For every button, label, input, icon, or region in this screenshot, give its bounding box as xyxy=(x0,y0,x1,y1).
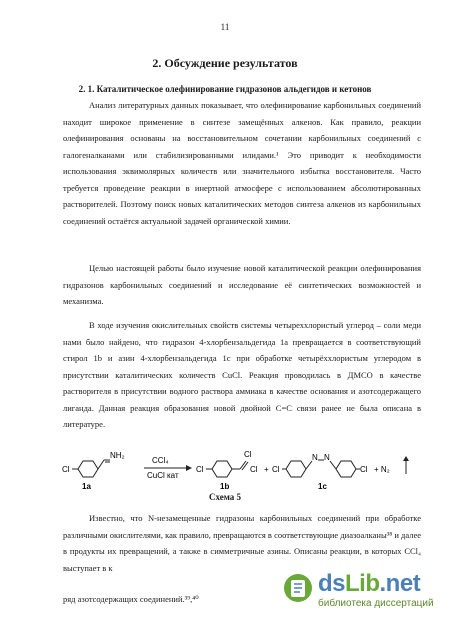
benzene-ring-1b xyxy=(212,461,232,477)
section-title: 2. Обсуждение результатов xyxy=(152,56,298,70)
page-number: 11 xyxy=(220,22,230,32)
scheme-title: Схема 5 xyxy=(208,492,242,502)
atom-n-1: N xyxy=(312,453,318,462)
atom-cl-1a: Cl xyxy=(62,465,70,474)
atom-cl-1b-bottom: Cl xyxy=(250,465,258,474)
plus-sign: + xyxy=(264,465,269,474)
reagent-cucl: CuCl кат xyxy=(147,471,179,480)
watermark-brand: dsLib.net xyxy=(318,570,421,597)
atom-n-2: N xyxy=(324,453,330,462)
paragraph-5: ряд азотсодержащих соединений.³⁹,⁴⁰ xyxy=(63,594,199,604)
paragraph-1: Анализ литературных данных показывает, что олефинирование карбонильных соединений находит широкое применение в синтезе замещённых алкенов. Как правило, реакции олефинирования основаны на восстановительном сочетании карбонильных соединений с галогеналканами или стабилизированными илидами.¹ Это приводит к необходимости использования эквимолярных количеств или значительного избытка восстановителя. Часто требуется проведение реакции в инертной атмосфере с использованием абсолютированных растворителей. Поэтому поиск новых каталитических методов синтеза алкенов из карбонильных соединений остаётся актуальной задачей органической химии. xyxy=(63,100,421,226)
atom-nh2: NH₂ xyxy=(110,451,125,460)
benzene-ring-1a xyxy=(78,461,98,477)
compound-label-1c: 1c xyxy=(318,482,327,491)
paragraph-3: В ходе изучения окислительных свойств системы четыреххлористый углерод – соли меди нами было найдено, что гидразон 4-хлорбензальдегида 1a превращается в соответствующий стирол 1b и азин 4-хлорбензальдегида 1c при обработке четырёххлористым углеродом в присутствии каталитических количеств CuCl. Реакция проводилась в ДМСО в качестве растворителя в присутствии водного раствора аммиака в качестве основания и азотсодержащего лиганда. Данная реакция образования новой двойной C=C связи ранее не была описана в литературе. xyxy=(63,320,421,429)
paragraph-4: Известно, что N-незамещенные гидразоны карбонильных соединений при обработке различными окислителями, как правило, превращаются в соответствующие диазоалканы³⁸ и далее в продукты их превращений, а также в симметричные азины. Описаны реакции, в которых CCl₄ выступает в к xyxy=(63,513,421,573)
section-subtitle: 2. 1. Каталитическое олефинирование гидразонов альдегидов и кетонов xyxy=(78,84,372,94)
benzene-ring-1c-left xyxy=(286,461,306,477)
dslib-logo-icon xyxy=(282,572,314,604)
watermark-tagline: библиотека диссертаций xyxy=(318,598,434,609)
atom-cl-1b: Cl xyxy=(196,465,204,474)
paragraph-2: Целью настоящей работы было изучение новой каталитической реакции олефинирования гидразонов карбонильных соединений и исследование её синтетических возможностей и механизма. xyxy=(63,263,421,306)
nitrogen-byproduct: + N₂ xyxy=(374,465,390,474)
reagent-ccl4: CCl₄ xyxy=(152,456,169,465)
reaction-scheme xyxy=(60,448,430,493)
benzene-ring-1c-right xyxy=(336,461,356,477)
atom-cl-1c-right: Cl xyxy=(360,465,368,474)
dslib-watermark xyxy=(278,568,440,616)
compound-label-1b: 1b xyxy=(220,482,230,491)
atom-cl-1c-left: Cl xyxy=(272,465,280,474)
atom-cl-1b-top: Cl xyxy=(244,450,252,459)
compound-label-1a: 1a xyxy=(82,482,91,491)
